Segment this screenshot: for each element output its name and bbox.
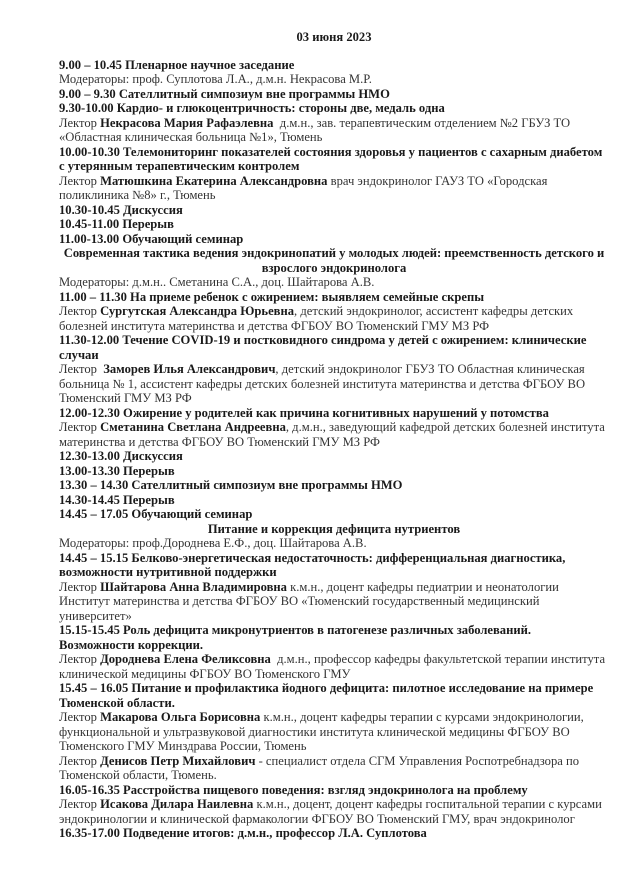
lecturer-prefix: Лектор <box>59 652 101 666</box>
lecturer-line <box>59 797 609 826</box>
lecturer-prefix: Лектор <box>59 304 101 318</box>
program-list <box>59 57 612 841</box>
session-heading: 15.15-15.45 Роль дефицита микронутриентов в патогенезе различных заболеваний. Возможности коррекции. <box>59 623 532 652</box>
lecturer-details: к.м.н., доцент кафедры педиатрии и неонатологии Институт материнства и детства ФГБОУ ВО «Тюменский государственный медицинский университет» <box>59 579 563 623</box>
session-heading: 11.00 – 11.30 На приеме ребенок с ожирением: выявляем семейные скрепы <box>59 289 485 304</box>
lecturer-name: Макарова Ольга Борисовна <box>100 710 261 724</box>
session-heading: 13.30 – 14.30 Сателлитный симпозиум вне программы НМО <box>59 478 403 492</box>
session-heading: 11.00-13.00 Обучающий семинар <box>59 231 244 246</box>
lecturer-prefix: Лектор <box>59 115 101 130</box>
session-heading: 12.00-12.30 Ожирение у родителей как причина когнитивных нарушений у потомства <box>59 405 549 420</box>
moderators-line: Модераторы: проф.Дороднева Е.Ф., доц. Шайтарова А.В. <box>59 536 367 550</box>
lecturer-prefix: Лектор <box>59 710 101 724</box>
lecturer-prefix: Лектор <box>59 579 101 594</box>
session-heading: 14.30-14.45 Перерыв <box>59 492 175 507</box>
session-heading: 16.05-16.35 Расстройства пищевого поведения: взгляд эндокринолога на проблему <box>59 782 528 797</box>
lecturer-prefix: Лектор <box>59 420 101 434</box>
lecturer-line <box>59 174 609 203</box>
session-heading: 9.00 – 9.30 Сателлитный симпозиум вне программы НМО <box>59 86 390 101</box>
lecturer-details: к.м.н., доцент, доцент кафедры госпитальной терапии с курсами эндокринологии и клинической фармакологии ФГБОУ ВО Тюменский ГМУ, врач эндокринолог <box>59 797 606 826</box>
lecturer-line <box>59 652 612 681</box>
lecturer-prefix: Лектор <box>59 173 101 188</box>
session-heading: 10.30-10.45 Дискуссия <box>59 202 183 217</box>
session-heading: 14.45 – 17.05 Обучающий семинар <box>59 507 253 521</box>
lecturer-line <box>59 754 609 783</box>
session-heading: 9.00 – 10.45 Пленарное научное заседание <box>59 57 295 72</box>
lecturer-name: Некрасова Мария Рафаэлевна <box>100 115 274 130</box>
lecturer-details: д.м.н., профессор кафедры факультетской терапии института клинической медицины ФГБОУ ВО Тюменского ГМУ <box>59 652 612 681</box>
session-heading: 15.45 – 16.05 Питание и профилактика йодного дефицита: пилотное исследование на примере Тюменской области. <box>59 681 594 710</box>
lecturer-details: врач эндокринолог ГАУЗ ТО «Городская поликлиника №8» г., Тюмень <box>59 173 551 202</box>
lecturer-details: , д.м.н., заведующий кафедрой детских болезней института материнства и детства ФГБОУ ВО Тюменский ГМУ МЗ РФ <box>59 420 608 449</box>
seminar-title: Питание и коррекция дефицита нутриентов <box>207 521 461 536</box>
session-heading: 10.00-10.30 Телемониторинг показателей состояния здоровья у пациентов с сахарным диабетом с утерянным терапевтическим контролем <box>59 144 603 173</box>
lecturer-name: Шайтарова Анна Владимировна <box>100 579 287 594</box>
lecturer-line <box>59 420 609 449</box>
session-heading: 13.00-13.30 Перерыв <box>59 463 175 478</box>
lecturer-details: д.м.н., зав. терапевтическим отделением №2 ГБУЗ ТО «Областная клиническая больница №1», Тюмень <box>59 115 574 144</box>
session-heading: 12.30-13.00 Дискуссия <box>59 449 183 463</box>
lecturer-line <box>59 304 609 333</box>
lecturer-details: , детский эндокринолог, ассистент кафедры детских болезней института материнства и детства ФГБОУ ВО Тюменский ГМУ МЗ РФ <box>59 304 577 333</box>
session-heading: 11.30-12.00 Течение COVID-19 и постковидного синдрома у детей с ожирением: клинические случаи <box>59 333 587 362</box>
lecturer-prefix: Лектор <box>59 753 101 768</box>
document-date-title: 03 июня 2023 <box>296 30 372 44</box>
lecturer-name: Сметанина Светлана Андреевна <box>100 420 286 434</box>
seminar-title: Современная тактика ведения эндокринопатий у молодых людей: преемственность детского и взрослого эндокринолога <box>63 246 605 275</box>
session-heading: 14.45 – 15.15 Белково-энергетическая недостаточность: дифференциальная диагностика, возможности нутритивной поддержки <box>59 550 566 579</box>
session-heading: 9.30-10.00 Кардио- и глюкоцентричность: стороны две, медаль одна <box>59 101 445 115</box>
session-heading: 10.45-11.00 Перерыв <box>59 217 174 231</box>
session-heading: 16.35-17.00 Подведение итогов: д.м.н., профессор Л.А. Суплотова <box>59 826 427 840</box>
lecturer-name: Матюшкина Екатерина Александровна <box>100 173 328 188</box>
lecturer-details: к.м.н., доцент кафедры терапии с курсами эндокринологии, функциональной и ультразвуковой диагностики института клинической медицины ФГБОУ ВО Тюменского ГМУ Минздрава России, Тюмень <box>59 710 587 753</box>
lecturer-line <box>59 116 609 145</box>
moderators-line: Модераторы: д.м.н.. Сметанина С.А., доц. Шайтарова А.В. <box>59 275 375 289</box>
lecturer-line <box>59 710 609 754</box>
lecturer-details: - специалист отдела СГМ Управления Роспотребнадзора по Тюменской области, Тюмень. <box>59 753 583 782</box>
moderators-line: Модераторы: проф. Суплотова Л.А., д.м.н. Некрасова М.Р. <box>59 72 372 86</box>
lecturer-name: Дороднева Елена Феликсовна <box>100 652 271 666</box>
lecturer-name: Исакова Дилара Наилевна <box>100 797 254 811</box>
lecturer-name: Денисов Петр Михайлович <box>100 753 256 768</box>
program-document <box>59 30 612 841</box>
lecturer-prefix: Лектор <box>59 797 101 811</box>
lecturer-line <box>59 580 609 624</box>
lecturer-line <box>59 362 609 406</box>
lecturer-name: Сургутская Александра Юрьевна <box>100 304 295 318</box>
lecturer-name: Заморев Илья Александрович <box>103 362 276 376</box>
lecturer-details: , детский эндокринолог ГБУЗ ТО Областная клиническая больница № 1, ассистент кафедры детских болезней института материнства и детства ФГБОУ ВО Тюменский ГМУ МЗ РФ <box>59 362 589 405</box>
lecturer-prefix: Лектор <box>59 362 104 376</box>
